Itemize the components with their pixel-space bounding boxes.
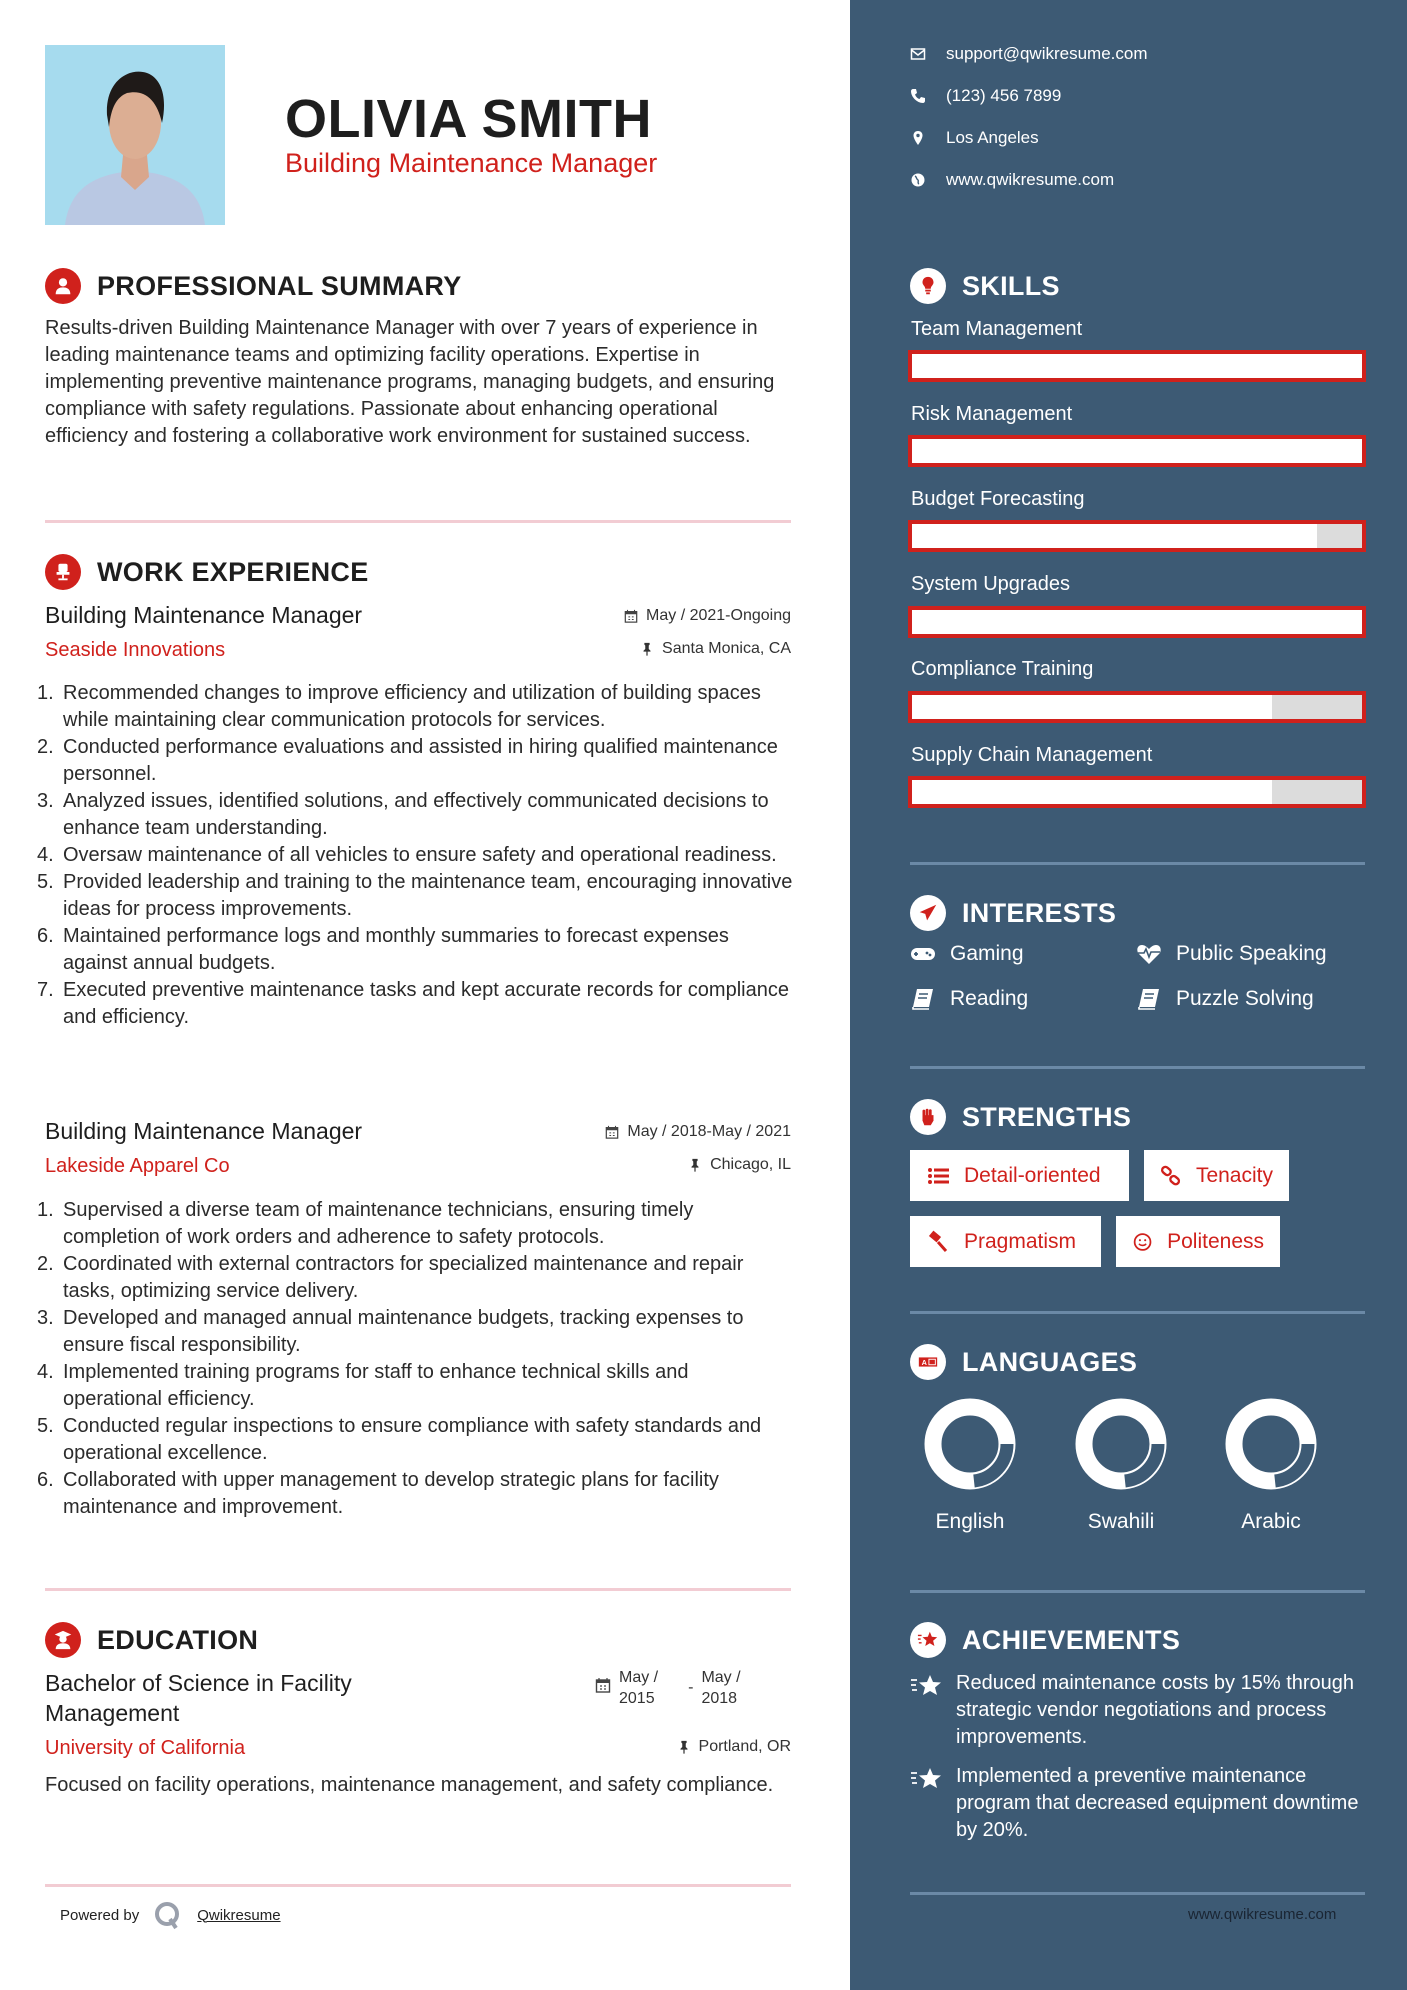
raised-fist-icon [910, 1099, 946, 1135]
strength-tag-detail-oriented: Detail-oriented [910, 1150, 1129, 1201]
duty-item: Provided leadership and training to the maintenance team, encouraging innovative ideas for process improvements. [63, 871, 793, 920]
powered-by: Powered by Qwikresume [60, 1900, 281, 1930]
interest-public-speaking: Public Speaking [1136, 942, 1327, 966]
duty-item: Collaborated with upper management to develop strategic plans for facility maintenance and improvement. [63, 1469, 719, 1518]
contact-email[interactable]: support@qwikresume.com [910, 44, 1148, 64]
calendar-icon [605, 1125, 619, 1139]
shooting-star-icon [910, 1622, 946, 1658]
language-arabic: Arabic [1221, 1396, 1321, 1534]
skills-heading: SKILLS [910, 268, 1060, 304]
qwikresume-link[interactable]: Qwikresume [197, 1906, 281, 1924]
pushpin-icon [677, 1740, 691, 1754]
qwikresume-logo-icon [153, 1900, 183, 1930]
strength-tag-pragmatism: Pragmatism [910, 1216, 1101, 1267]
section-divider [910, 1311, 1365, 1314]
skill-bar-compliance-training [908, 691, 1366, 723]
job-company: Seaside Innovations [45, 639, 226, 661]
duty-item: Recommended changes to improve efficiency and utilization of building spaces while maintaining clear communication protocols for services. [63, 682, 761, 731]
language-proficiency-ring [922, 1396, 1018, 1492]
skill-bar-risk-management [908, 435, 1366, 467]
job-company: Lakeside Apparel Co [45, 1155, 230, 1177]
school-location: Portland, OR [677, 1738, 791, 1756]
candidate-title: Building Maintenance Manager [285, 148, 658, 178]
section-divider [910, 862, 1365, 865]
gamepad-icon [910, 943, 936, 965]
job-location: Santa Monica, CA [640, 640, 791, 658]
language-proficiency-ring [1223, 1396, 1319, 1492]
envelope-icon [910, 46, 926, 62]
interest-puzzle-solving: Puzzle Solving [1136, 987, 1314, 1011]
user-icon [45, 268, 81, 304]
degree-title: Bachelor of Science in Facility Management [45, 1670, 352, 1726]
duty-item: Maintained performance logs and monthly summaries to forecast expenses against annual budgets. [63, 925, 729, 974]
skill-label: System Upgrades [911, 573, 1070, 595]
summary-text: Results-driven Building Maintenance Manager with over 7 years of experience in leading maintenance teams and optimizing facility operations. Expertise in implementing preventive maintenance programs, managing budgets, and ensuring compliance with safety regulations. Passionate about enhancing operational efficiency and fostering a collaborative work environment for sustained success. [45, 317, 775, 447]
skill-label: Compliance Training [911, 658, 1094, 680]
job-role: Building Maintenance Manager [45, 1118, 363, 1144]
duty-item: Conducted regular inspections to ensure compliance with safety standards and operational excellence. [63, 1415, 762, 1464]
book-icon [910, 988, 936, 1010]
duty-item: Implemented training programs for staff to enhance technical skills and operational efficiency. [63, 1361, 689, 1410]
translate-icon [910, 1344, 946, 1380]
strengths-heading: STRENGTHS [910, 1099, 1131, 1135]
education-heading: EDUCATION [45, 1622, 258, 1658]
profile-photo [45, 45, 225, 225]
paper-plane-icon [910, 895, 946, 931]
experience-heading: WORK EXPERIENCE [45, 554, 369, 590]
duty-item: Conducted performance evaluations and assisted in hiring qualified maintenance personnel. [63, 736, 778, 785]
duty-item: Supervised a diverse team of maintenance technicians, ensuring timely completion of work orders and adherence to safety protocols. [63, 1199, 694, 1248]
duty-item: Coordinated with external contractors for specialized maintenance and repair tasks, optimizing service delivery. [63, 1253, 744, 1302]
graduate-icon [45, 1622, 81, 1658]
interests-heading: INTERESTS [910, 895, 1116, 931]
interest-gaming: Gaming [910, 942, 1024, 966]
list-icon [926, 1164, 950, 1188]
strength-tag-politeness: Politeness [1116, 1216, 1280, 1267]
job-2-header [45, 1118, 791, 1145]
job-1-duties [63, 680, 793, 1031]
achievement-item: Implemented a preventive maintenance program that decreased equipment downtime by 20%. [910, 1763, 1370, 1844]
office-chair-icon [45, 554, 81, 590]
job-role: Building Maintenance Manager [45, 602, 363, 628]
smile-icon [1132, 1230, 1153, 1254]
footer-website[interactable]: www.qwikresume.com [1188, 1906, 1337, 1923]
job-1-subheader [45, 639, 791, 662]
contact-location: Los Angeles [910, 128, 1039, 148]
section-divider [45, 1884, 791, 1887]
job-1-header [45, 602, 791, 629]
achievement-item: Reduced maintenance costs by 15% through strategic vendor negotiations and process improvements. [910, 1670, 1370, 1751]
link-icon [1160, 1164, 1182, 1188]
contact-website[interactable]: www.qwikresume.com [910, 170, 1114, 190]
duty-item: Developed and managed annual maintenance budgets, tracking expenses to ensure fiscal responsibility. [63, 1307, 744, 1356]
education-description: Focused on facility operations, maintenance management, and safety compliance. [45, 1774, 774, 1796]
skill-label: Supply Chain Management [911, 744, 1153, 766]
book-icon [1136, 988, 1162, 1010]
skill-bar-system-upgrades [908, 606, 1366, 638]
skill-label: Risk Management [911, 403, 1073, 425]
contact-phone[interactable]: (123) 456 7899 [910, 86, 1061, 106]
education-subheader [45, 1737, 791, 1760]
section-divider [910, 1892, 1365, 1895]
section-divider [910, 1066, 1365, 1069]
calendar-icon [624, 609, 638, 623]
skill-bar-budget-forecasting [908, 520, 1366, 552]
skill-label: Team Management [911, 318, 1083, 340]
lightbulb-icon [910, 268, 946, 304]
school-name: University of California [45, 1737, 246, 1759]
summary-heading: PROFESSIONAL SUMMARY [45, 268, 462, 304]
shooting-star-icon [910, 1765, 944, 1793]
shooting-star-icon [910, 1672, 944, 1700]
heartbeat-icon [1136, 943, 1162, 965]
language-swahili: Swahili [1071, 1396, 1171, 1534]
job-dates: May / 2021-Ongoing [624, 607, 791, 625]
skill-label: Budget Forecasting [911, 488, 1085, 510]
calendar-icon [595, 1677, 611, 1693]
languages-heading: A LANGUAGES [910, 1344, 1137, 1380]
pushpin-icon [688, 1158, 702, 1172]
globe-icon [910, 172, 926, 188]
duty-item: Executed preventive maintenance tasks and kept accurate records for compliance and efficiency. [63, 979, 789, 1028]
interest-reading: Reading [910, 987, 1028, 1011]
job-dates: May / 2018-May / 2021 [605, 1123, 791, 1141]
candidate-name: OLIVIA SMITH [285, 89, 652, 149]
section-divider [45, 520, 791, 523]
map-pin-icon [910, 130, 926, 146]
svg-text:A: A [921, 1358, 927, 1368]
duty-item: Oversaw maintenance of all vehicles to ensure safety and operational readiness. [63, 844, 777, 866]
gavel-icon [926, 1230, 950, 1254]
job-2-subheader [45, 1155, 791, 1178]
section-divider [910, 1590, 1365, 1593]
skill-bar-supply-chain-management [908, 776, 1366, 808]
job-2-duties [63, 1197, 793, 1521]
skill-bar-team-management [908, 350, 1366, 382]
language-english: English [920, 1396, 1020, 1534]
section-divider [45, 1588, 791, 1591]
job-location: Chicago, IL [688, 1156, 791, 1174]
pushpin-icon [640, 642, 654, 656]
language-proficiency-ring [1073, 1396, 1169, 1492]
strength-tag-tenacity: Tenacity [1144, 1150, 1289, 1201]
duty-item: Analyzed issues, identified solutions, and effectively communicated decisions to enhance team understanding. [63, 790, 769, 839]
portrait-image [45, 45, 225, 225]
education-dates: May / 2015 - May / 2018 [595, 1667, 741, 1709]
achievements-heading: ACHIEVEMENTS [910, 1622, 1180, 1658]
phone-icon [910, 88, 926, 104]
